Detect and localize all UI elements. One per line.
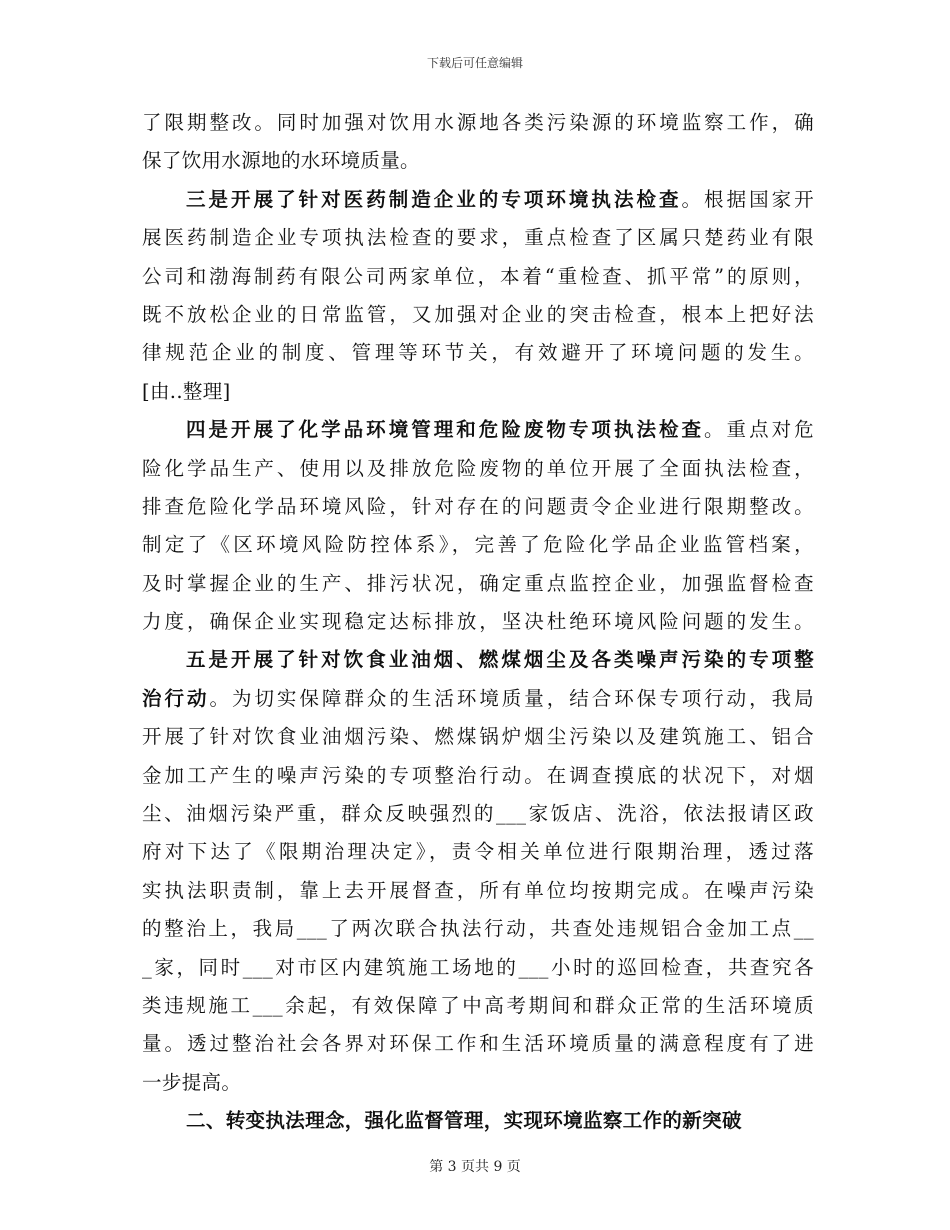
text-span: 。根据国家开 <box>681 187 814 211</box>
bold-lead: 三是开展了针对医药制造企业的专项环境执法检查 <box>186 187 682 211</box>
paragraph-4 <box>142 641 814 1102</box>
bold-lead: 治行动 <box>142 686 210 710</box>
text-line: 金加工产生的噪声污染的专项整治行动。在调查摸底的状况下，对烟 <box>142 763 814 787</box>
document-body <box>142 104 814 1141</box>
text-line <box>142 680 814 718</box>
text-line: 既不放松企业的日常监管，又加强对企业的突击检查，根本上把好法 <box>142 302 814 326</box>
paragraph-1 <box>142 104 814 181</box>
text-line: _家，同时___对市区内建筑施工场地的___小时的巡回检查，共查究各 <box>142 955 814 979</box>
page-header: 下载后可任意编辑 <box>426 56 523 70</box>
text-line: 制定了《区环境风险防控体系》，完善了危险化学品企业监管档案， <box>142 533 814 557</box>
text-line: 律规范企业的制度、管理等环节关，有效避开了环境问题的发生。 <box>142 341 814 365</box>
text-line: 排查危险化学品环境风险，针对存在的问题责令企业进行限期整改。 <box>142 494 814 518</box>
text-line <box>142 181 814 219</box>
text-line: 五是开展了针对饮食业油烟、燃煤烟尘及各类噪声污染的专项整 <box>186 648 814 672</box>
text-line: 尘、油烟污染严重，群众反映强烈的___家饭店、洗浴，依法报请区政 <box>142 802 814 826</box>
text-line: 类违规施工___余起，有效保障了中高考期间和群众正常的生活环境质 <box>142 993 814 1017</box>
text-span: 。重点对危 <box>704 418 814 442</box>
text-line: 实执法职责制，靠上去开展督查，所有单位均按期完成。在噪声污染 <box>142 878 814 902</box>
text-line: 量。透过整治社会各界对环保工作和生活环境质量的满意程度有了进 <box>142 1032 814 1056</box>
paragraph-2 <box>142 181 814 411</box>
text-line: 展医药制造企业专项执法检查的要求，重点检查了区属只楚药业有限 <box>142 226 814 250</box>
text-line: 了限期整改。同时加强对饮用水源地各类污染源的环境监察工作，确 <box>142 111 814 134</box>
text-line: 府对下达了《限期治理决定》，责令相关单位进行限期治理，透过落 <box>142 840 814 864</box>
text-line: 一步提高。 <box>142 1070 242 1094</box>
text-line: 开展了针对饮食业油烟污染、燃煤锅炉烟尘污染以及建筑施工、铝合 <box>142 725 814 749</box>
text-line <box>142 411 814 449</box>
text-line: 的整治上，我局___了两次联合执法行动，共查处违规铝合金加工点__ <box>142 917 814 941</box>
page-number: 第 3 页共 9 页 <box>429 1159 521 1175</box>
text-line: 险化学品生产、使用以及排放危险废物的单位开展了全面执法检查， <box>142 456 814 480</box>
text-line: [由..整理] <box>142 379 231 403</box>
bold-lead: 四是开展了化学品环境管理和危险废物专项执法检查 <box>186 418 705 442</box>
text-line: 保了饮用水源地的水环境质量。 <box>142 149 420 173</box>
text-line: 及时掌握企业的生产、排污状况，确定重点监控企业，加强监督检查 <box>142 571 814 595</box>
section-heading: 二、转变执法理念，强化监督管理，实现环境监察工作的新突破 <box>186 1109 742 1133</box>
text-line: 公司和渤海制药有限公司两家单位，本着“重检查、抓平常”的原则， <box>142 264 814 288</box>
paragraph-3 <box>142 411 814 641</box>
text-line: 力度，确保企业实现稳定达标排放，坚决杜绝环境风险问题的发生。 <box>142 610 814 634</box>
text-span: 。为切实保障群众的生活环境质量，结合环保专项行动，我局 <box>209 686 814 710</box>
